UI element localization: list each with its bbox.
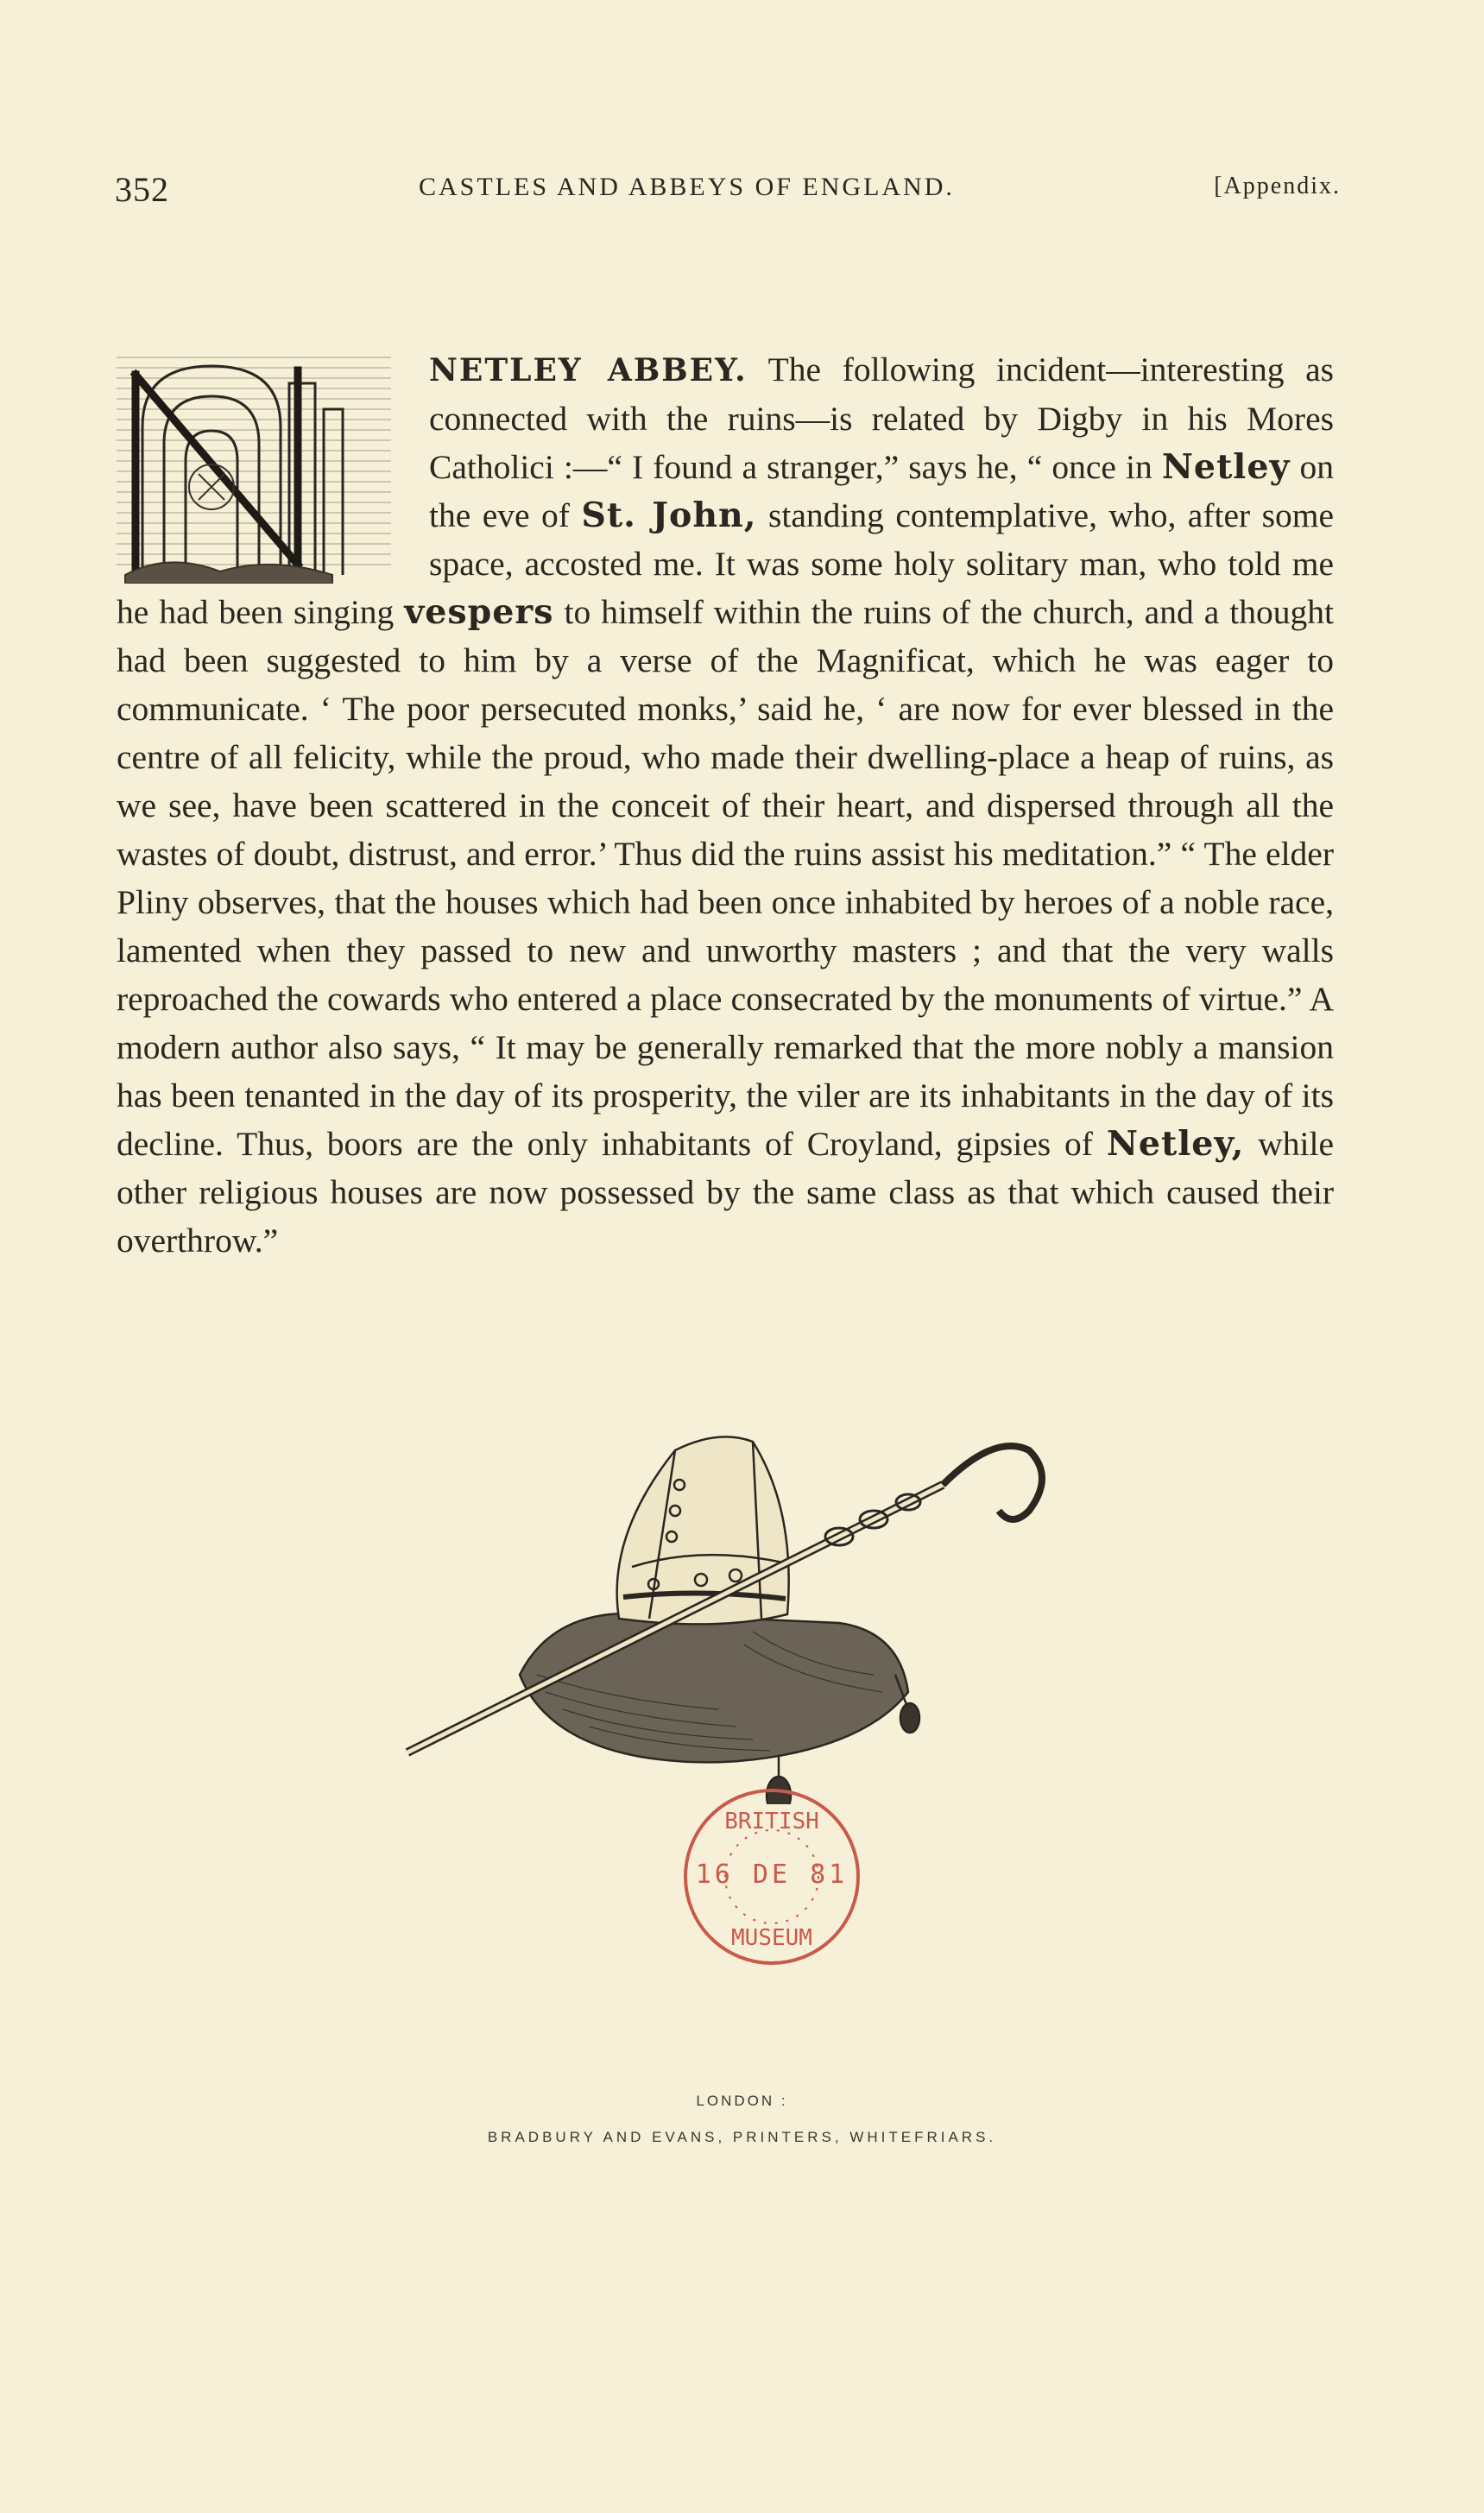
body-paragraph bbox=[117, 345, 1334, 1265]
running-title: CASTLES AND ABBEYS OF ENGLAND. bbox=[419, 173, 955, 201]
page-number: 352 bbox=[115, 170, 169, 209]
stamp-date: 16 DE 81 bbox=[695, 1859, 849, 1890]
stamp-arc-top: BRITISH bbox=[724, 1809, 819, 1834]
imprint-city: LONDON : bbox=[696, 2093, 788, 2109]
place-name: Netley bbox=[1161, 447, 1291, 487]
section-mark: [Appendix. bbox=[1214, 173, 1341, 199]
feast-name: St. John, bbox=[581, 496, 757, 535]
office-name: vespers bbox=[404, 592, 554, 632]
paragraph-text: to himself within the ruins of the church, and a thought had been suggested to him by a verse of the Magnificat, which he was eager to communicate. ‘ The poor persecuted monks,’ said he, ‘ are now for ever blessed in the centre of all felicity, while the proud, who made their dwelling-place a heap of ruins, as we see, have been scattered in the conceit of their heart, and dispersed through all the wastes of doubt, distrust, and error.’ Thus did the ruins assist his meditation.” “ The elder Pliny observes, that the houses which had been once inhabited by heroes of a noble race, lamented when they passed to new and unworthy masters ; and that the very walls reproached the cowards who entered a place consecrated by the monuments of virtue.” A modern author also says, “ It may be generally remarked that the more nobly a mansion has been tenanted in the day of its prosperity, the viler are its inhabitants in the day of its decline. Thus, boors are the only inhabitants of Croyland, gipsies of bbox=[117, 593, 1334, 1163]
paragraph-text: on the eve of bbox=[429, 448, 1335, 534]
imprint-printers: BRADBURY AND EVANS, PRINTERS, WHITEFRIARS. bbox=[487, 2129, 997, 2145]
section-heading: NETLEY ABBEY. bbox=[429, 352, 748, 388]
paragraph-text: standing contemplative, who, after some space, accosted me. It was some holy solitary man, who told me he had been singing bbox=[117, 496, 1334, 631]
paragraph-text: while other religious houses are now possessed by the same class as that which caused their overthrow.” bbox=[117, 1125, 1334, 1260]
library-stamp bbox=[680, 1785, 863, 1968]
stamp-arc-bottom: MUSEUM bbox=[731, 1925, 812, 1951]
place-name: Netley, bbox=[1106, 1124, 1245, 1164]
running-header bbox=[115, 169, 1341, 221]
mitre-and-crozier-engraving bbox=[390, 1416, 1055, 1804]
paragraph-text: The following incident—interesting as connected with the ruins—is related by Digby in his Mores Catholici :—“ I found a stranger,” says he, “ once in bbox=[429, 350, 1334, 486]
